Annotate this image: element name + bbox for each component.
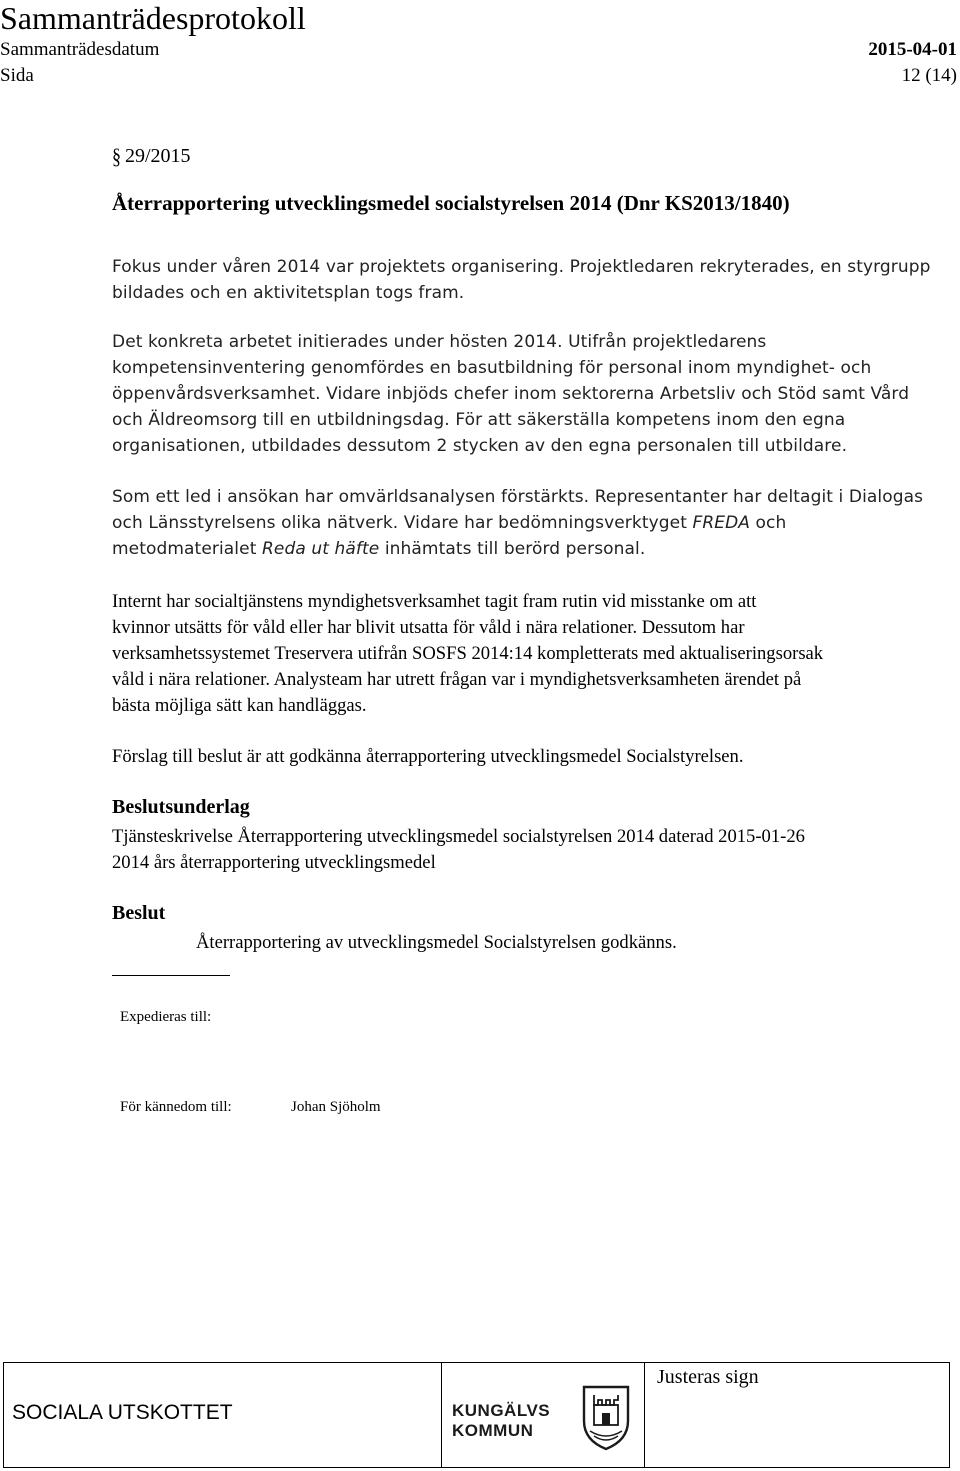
footer-logo-cell	[442, 1363, 645, 1467]
logo-text-line-2: KOMMUN	[452, 1421, 534, 1440]
section-title: Återrapportering utvecklingsmedel socialstyrelsen 2014 (Dnr KS2013/1840)	[112, 191, 790, 215]
list-item: Tjänsteskrivelse Återrapportering utvecklingsmedel socialstyrelsen 2014 daterad 2015-01-26	[112, 826, 805, 847]
sent-to-label: Expedieras till:	[120, 1009, 212, 1025]
text-line: verksamhetssystemet Treservera utifrån SOSFS 2014:14 kompletterats med aktualiseringsorsak	[112, 643, 824, 664]
meeting-date-row	[0, 38, 957, 62]
text-line: Det konkreta arbetet initierades under hösten 2014. Utifrån projektledarens	[112, 332, 767, 352]
body-paragraph-2	[112, 329, 957, 459]
material-name: Reda ut häfte	[261, 539, 380, 559]
coat-of-arms-icon	[580, 1383, 632, 1451]
text-line: Som ett led i ansökan har omvärldsanalysen förstärkts. Representanter har deltagit i Dialogas	[112, 487, 924, 507]
decision-heading: Beslut	[112, 902, 166, 924]
text-run: och Länsstyrelsens olika nätverk. Vidare har bedömningsverktyget	[112, 513, 693, 533]
paragraph-number	[112, 144, 191, 168]
text-line: bildades och en aktivitetsplan togs fram.	[112, 283, 465, 303]
basis-heading: Beslutsunderlag	[112, 796, 250, 818]
kungalv-logo	[442, 1391, 566, 1447]
text-line: våld i nära relationer. Analysteam har utrett frågan var i myndighetsverksamheten ärendet på	[112, 669, 802, 690]
notify-name: Johan Sjöholm	[291, 1099, 381, 1115]
text-line: kvinnor utsätts för våld eller har blivit utsatta för våld i nära relationer. Dessutom har	[112, 617, 745, 638]
meeting-date-label: Sammanträdesdatum	[0, 39, 160, 60]
page-number: 12 (14)	[901, 65, 957, 86]
body-paragraph-3	[112, 484, 957, 562]
footer	[3, 1362, 950, 1468]
text-run: inhämtats till berörd personal.	[379, 539, 646, 559]
proposal-paragraph	[112, 744, 957, 770]
basis-list	[112, 824, 957, 876]
body-paragraph-1	[112, 254, 957, 306]
text-line: Fokus under våren 2014 var projektets organisering. Projektledaren rekryterades, en styrgrupp	[112, 257, 931, 277]
meeting-date-value: 2015-04-01	[868, 39, 957, 60]
organization-name: SOCIALA UTSKOTTET	[12, 1401, 233, 1424]
text-line: Internt har socialtjänstens myndighetsverksamhet tagit fram rutin vid misstanke om att	[112, 591, 757, 612]
text-line	[112, 510, 957, 536]
tool-name-freda: FREDA	[692, 513, 751, 533]
logo-text-line-1: KUNGÄLVS	[452, 1401, 551, 1420]
text-line	[112, 536, 957, 562]
text-run: metodmaterialet	[112, 539, 262, 559]
text-run: och	[750, 513, 787, 533]
document-title: Sammanträdesprotokoll	[0, 0, 306, 36]
paragraph-number-text: 29/2015	[125, 145, 191, 167]
page-row	[0, 64, 957, 88]
text-line: Återrapportering av utvecklingsmedel Socialstyrelsen godkänns.	[196, 932, 677, 953]
section-symbol: §	[112, 143, 121, 169]
footer-signature-cell	[645, 1363, 949, 1467]
text-line: öppenvårdsverksamhet. Vidare inbjöds chefer inom sektorerna Arbetsliv och Stöd samt Vård	[112, 384, 910, 404]
text-line: och Äldreomsorg till en utbildningsdag. För att säkerställa kompetens inom den egna	[112, 410, 846, 430]
notify-label: För kännedom till:	[120, 1099, 232, 1115]
text-line: bästa möjliga sätt kan handläggas.	[112, 695, 367, 716]
list-item: 2014 års återrapportering utvecklingsmedel	[112, 852, 436, 873]
body-paragraph-4	[112, 589, 957, 719]
text-line: kompetensinventering genomfördes en basutbildning för personal inom myndighet- och	[112, 358, 872, 378]
divider-line	[112, 975, 230, 976]
footer-organization-cell	[4, 1363, 442, 1467]
page-label: Sida	[0, 65, 34, 86]
text-line: Förslag till beslut är att godkänna återrapportering utvecklingsmedel Socialstyrelsen.	[112, 746, 744, 767]
decision-text	[196, 930, 896, 956]
text-line: organisationen, utbildades dessutom 2 stycken av den egna personalen till utbildare.	[112, 436, 848, 456]
signature-label: Justeras sign	[657, 1366, 759, 1388]
